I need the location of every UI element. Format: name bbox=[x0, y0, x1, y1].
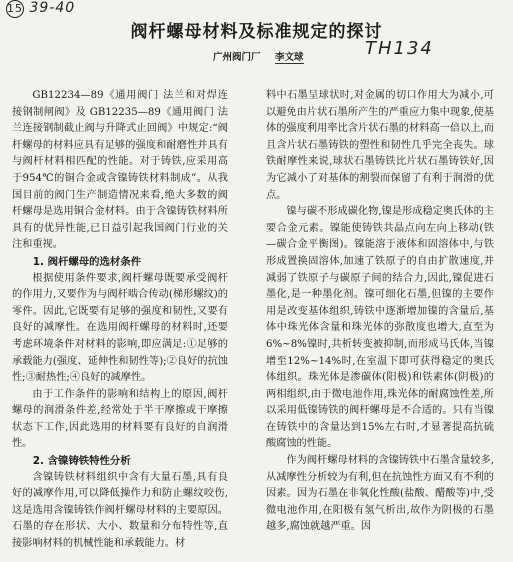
circled-number: 15 bbox=[6, 0, 24, 18]
author-affiliation: 广州阀门厂 bbox=[213, 52, 261, 63]
handwritten-classification-code: TH134 bbox=[365, 38, 434, 59]
article-title: 阀杆螺母材料及标准规定的探讨 bbox=[130, 22, 383, 42]
handwritten-page-range: 39-40 bbox=[29, 0, 76, 16]
section-2-paragraph-1: 含镍铸铁材料组织中含有大量石墨,具有良好的减摩作用,可以降低操作力和防止螺纹咬伤,这是选用含镍铸铁作阀杆螺母材料的主要原因。石墨的存在形状、大小、数量和分布特性等,直接影响材料的机械性能和承载能力。材 bbox=[12, 471, 228, 550]
section-heading-2: 2. 含镍铸铁特性分析 bbox=[32, 455, 131, 468]
section-1-paragraph-1: 根据使用条件要求,阀杆螺母既要承受阀杆的作用力,又要作为与阀杆啮合传动(梯形螺纹)的零件。因此,它既要有足够的强度和韧性,又要有良好的减摩性。在选用阀杆螺母的材料时,还要考虑环境条件对材料的影响,即应满足:①足够的承载能力(强度、延伸性和韧性等);②良好的抗蚀性;③耐热性;④良好的减摩性。 bbox=[12, 272, 228, 384]
right-column bbox=[266, 88, 494, 536]
author-name: 李文球 bbox=[275, 49, 304, 64]
section-1-paragraph-2: 由于工作条件的影响和结构上的原因,阀杆螺母的润滑条件差,经常处于半干摩擦或干摩擦状态下工作,因此选用的材料要有良好的自润滑性。 bbox=[12, 388, 228, 450]
section-heading-1: 1. 阀杆螺母的选材条件 bbox=[32, 255, 142, 268]
right-paragraph-2: 镍与碳不形成碳化物,镍是形成稳定奥氏体的主要合金元素。镍能使铸铁共晶点向左向上移动(铁—碳合金平衡图)。镍能溶于液体和固溶体中,与铁形成置换固溶体,加速了铁原子的自由扩散速度,并减弱了铁原子与碳原子间的结合力,因此,镍促进石墨化,是一种墨化剂。镍可细化石墨,但镍的主要作用是改变基体组织,铸铁中逐渐增加镍的含量后,基体中珠光体含量和珠光体的弥散度也增大,直至为6%~8%镍时,共析转变被抑制,而形成马氏体,当镍增至12%~14%时,在室温下即可获得稳定的奥氏体组织。珠光体是渗碳体(阳极)和铁素体(阴极)的两相组织,由于微电池作用,珠光体的耐腐蚀性差,所以采用低镍铸铁的阀杆螺母是不合适的。只有当镍在铸铁中的含量达到15%左右时,才显著提高抗硫酸腐蚀的性能。 bbox=[266, 206, 494, 450]
intro-paragraph: GB12234—89《通用阀门 法兰和对焊连接钢制闸阀》及 GB12235—89《通用阀门 法兰连接钢制截止阀与升降式止回阀》中规定:“阀杆螺母的材料应具有足够的强度和耐磨性并具有与阀杆材料相匹配的性能。对于铸铁,应采用高于954℃的铜合金或含镍铸铁材料制成”。从我国目前的阀门生产制造情况来看,绝大多数的阀杆螺母是选用铜合金材料。由于含镍铸铁材料所具有的优异性能,已日益引起我国阀门行业的关注和重视。 bbox=[12, 90, 228, 251]
handwritten-page-mark bbox=[6, 0, 75, 18]
left-column bbox=[12, 88, 228, 553]
right-paragraph-1: 料中石墨呈球状时,对金属的切口作用大为减小,可以避免由片状石墨所产生的严重应力集中现象,使基体的强度利用率比含片状石墨的材料高一倍以上,而且含片状石墨铸铁的塑性和韧性几乎完全丧失。球铁耐摩性来说,球状石墨铸铁比片状石墨铸铁好,因为它减小了对基体的割裂而保留了有利于润滑的优点。 bbox=[266, 90, 494, 201]
right-paragraph-3: 作为阀杆螺母材料的含镍铸铁中石墨含量较多,从减摩性分析较为有利,但在抗蚀性方面又有不利的因素。因为石墨在非氧化性酸(盐酸、醋酸等)中,受微电池作用,在阳极有氢气析出,故作为阴极的石墨越多,腐蚀就越严重。因 bbox=[266, 455, 494, 533]
